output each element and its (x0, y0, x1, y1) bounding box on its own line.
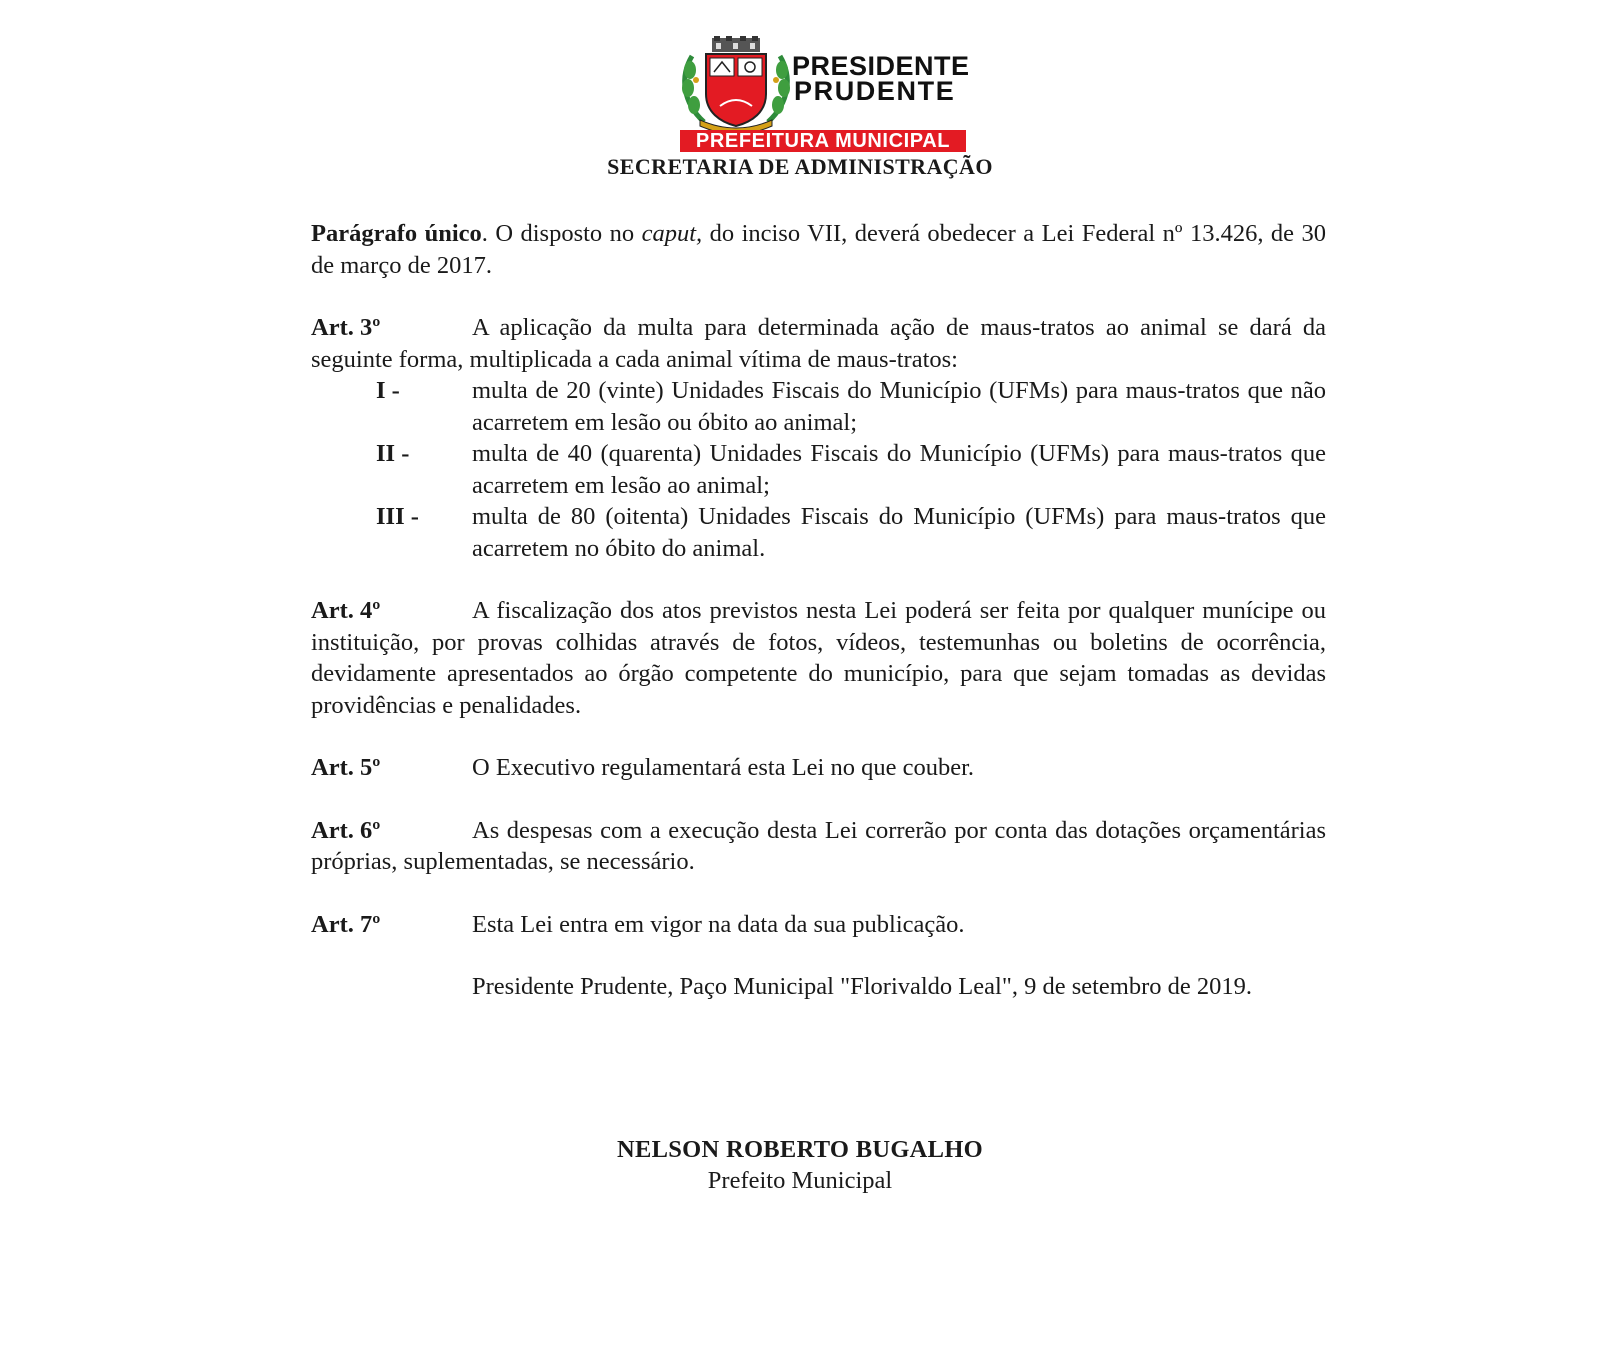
paragrafo-unico (311, 218, 1326, 281)
article-3-label: Art. 3º (311, 314, 381, 341)
signature-block (0, 1134, 1600, 1196)
article-7 (311, 909, 1326, 941)
closing-text: Presidente Prudente, Paço Municipal "Florivaldo Leal", 9 de setembro de 2019. (472, 973, 1253, 1000)
item-text: multa de 80 (oitenta) Unidades Fiscais do Município (UFMs) para maus-tratos que acarretem no óbito do animal. (472, 503, 1326, 562)
closing-place-date (311, 971, 1326, 1003)
item-number: I - (376, 377, 400, 404)
signatory-name: NELSON ROBERTO BUGALHO (616, 1136, 984, 1163)
list-item (376, 375, 1326, 438)
article-7-text: Esta Lei entra em vigor na data da sua publicação. (472, 910, 965, 938)
letterhead (0, 36, 1600, 186)
article-3-items (376, 375, 1326, 564)
article-5-text: O Executivo regulamentará esta Lei no que couber. (472, 754, 975, 781)
brand-line-1: PRESIDENTE (792, 51, 970, 81)
article-7-label: Art. 7º (311, 910, 381, 938)
article-6-label: Art. 6º (311, 816, 381, 844)
article-4-text: A fiscalização dos atos previstos nesta Lei poderá ser feita por qualquer munícipe ou instituição, por provas colhidas através de fotos, vídeos, testemunhas ou boletins de ocorrência, devidamente apresentados ao órgão competente do município, para que sejam tomadas as devidas providências e penalidades. (311, 597, 1326, 719)
item-text: multa de 40 (quarenta) Unidades Fiscais do Município (UFMs) para maus-tratos que acarretem em lesão ao animal; (472, 440, 1326, 499)
prefeitura-banner: PREFEITURA MUNICIPAL (680, 130, 966, 152)
article-4 (311, 595, 1326, 721)
department-title: SECRETARIA DE ADMINISTRAÇÃO (607, 154, 993, 179)
article-5 (311, 752, 1326, 784)
list-item (376, 438, 1326, 501)
item-number: III - (376, 503, 419, 530)
article-4-label: Art. 4º (311, 597, 381, 624)
article-3-intro (311, 312, 1326, 375)
article-3 (311, 312, 1326, 564)
article-5-label: Art. 5º (311, 754, 381, 781)
brand-line-2: PRUDENTE (794, 76, 956, 106)
city-coat-of-arms-icon (678, 36, 794, 132)
article-6 (311, 815, 1326, 878)
paragrafo-unico-text-a: . O disposto no (481, 220, 642, 247)
caput-term: caput, (641, 220, 703, 247)
item-text: multa de 20 (vinte) Unidades Fiscais do Município (UFMs) para maus-tratos que não acarretem em lesão ou óbito ao animal; (472, 377, 1326, 436)
law-text (311, 218, 1326, 1034)
paragrafo-unico-text-b: do inciso VII, deverá obedecer a Lei Federal nº 13.426, de 30 de março de 2017. (311, 220, 1326, 279)
article-6-text: As despesas com a execução desta Lei correrão por conta das dotações orçamentárias próprias, suplementadas, se necessário. (311, 816, 1326, 875)
signatory-title: Prefeito Municipal (707, 1167, 893, 1194)
paragrafo-unico-label: Parágrafo único (311, 220, 482, 247)
article-3-text: A aplicação da multa para determinada ação de maus-tratos ao animal se dará da seguinte forma, multiplicada a cada animal vítima de maus-tratos: (311, 314, 1326, 373)
list-item (376, 501, 1326, 564)
city-brand-text (792, 51, 970, 106)
item-number: II - (376, 440, 410, 467)
